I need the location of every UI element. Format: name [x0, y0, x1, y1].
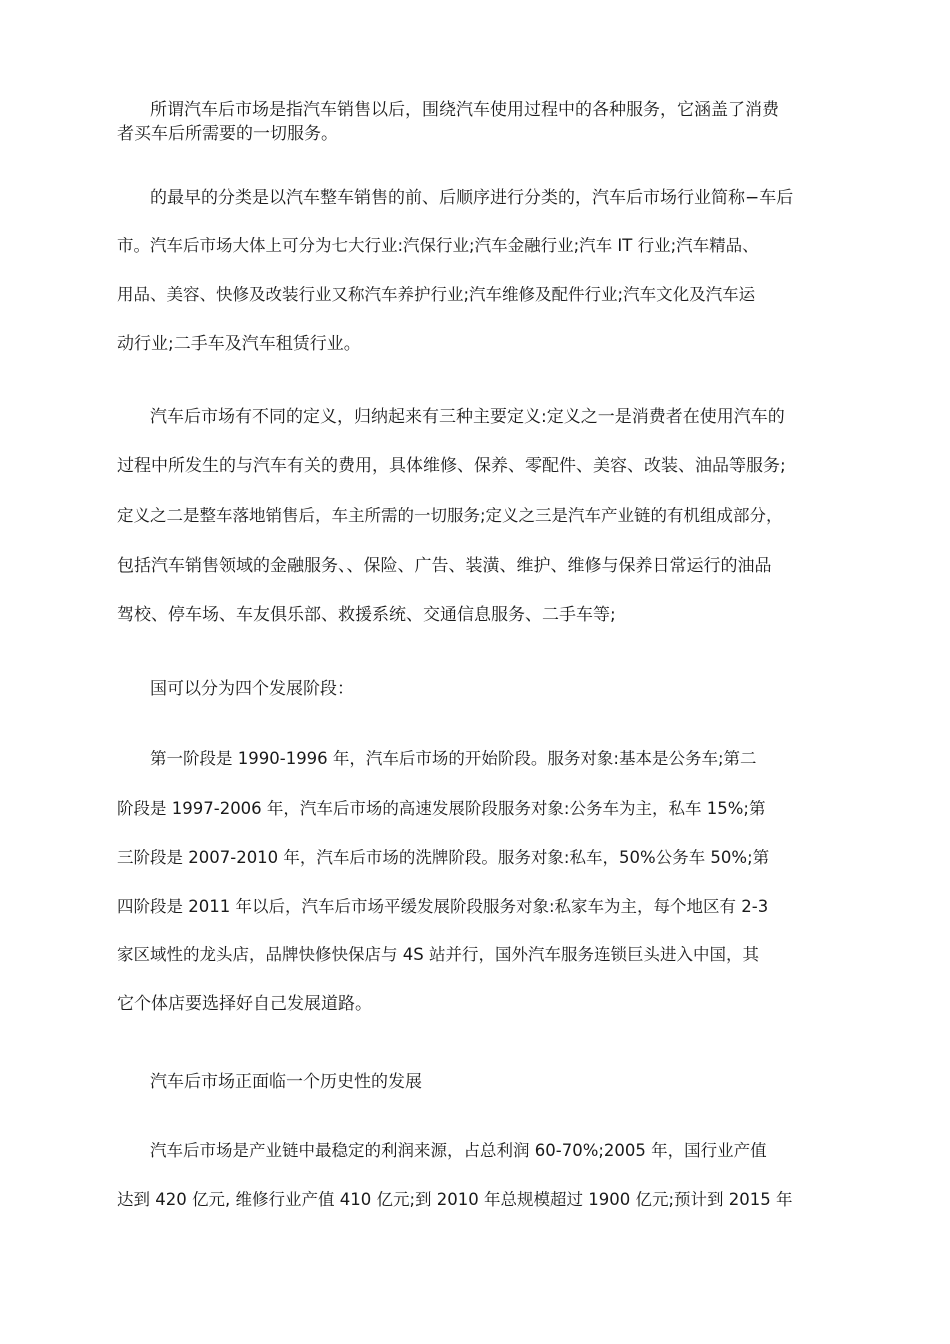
paragraph-2-line-1: 的最早的分类是以汽车整车销售的前、后顺序进行分类的，汽车后市场行业简称−车后 [150, 188, 794, 208]
paragraph-3-line-2: 过程中所发生的与汽车有关的费用，具体维修、保养、零配件、美容、改装、油品等服务; [117, 456, 786, 476]
paragraph-5-line-1: 第一阶段是 1990-1996 年，汽车后市场的开始阶段。服务对象:基本是公务车;第二 [150, 749, 757, 768]
paragraph-2-line-2: 市。汽车后市场大体上可分为七大行业:汽保行业;汽车金融行业;汽车 IT 行业;汽车精品、 [117, 236, 759, 255]
paragraph-5-line-5: 家区域性的龙头店，品牌快修快保店与 4S 站并行，国外汽车服务连锁巨头进入中国，其 [117, 945, 759, 964]
paragraph-5-line-4: 四阶段是 2011 年以后，汽车后市场平缓发展阶段服务对象:私家车为主，每个地区有 2-3 [117, 897, 769, 916]
paragraph-3-line-1: 汽车后市场有不同的定义，归纳起来有三种主要定义:定义之一是消费者在使用汽车的 [150, 407, 785, 427]
paragraph-2-line-4: 动行业;二手车及汽车租赁行业。 [117, 334, 361, 354]
paragraph-3-line-4: 包括汽车销售领域的金融服务、、保险、广告、装潢、维护、维修与保养日常运行的油品 [117, 556, 772, 576]
paragraph-6-line-1: 汽车后市场正面临一个历史性的发展 [150, 1072, 422, 1092]
paragraph-4-line-1: 国可以分为四个发展阶段： [150, 679, 354, 699]
paragraph-5-line-6: 它个体店要选择好自己发展道路。 [117, 994, 372, 1014]
paragraph-1-line-1: 所谓汽车后市场是指汽车销售以后，围绕汽车使用过程中的各种服务，它涵盖了消费 [150, 100, 779, 120]
paragraph-5-line-3: 三阶段是 2007-2010 年，汽车后市场的洗牌阶段。服务对象:私车，50%公务车 50%;第 [117, 848, 770, 867]
paragraph-2-line-3: 用品、美容、快修及改装行业又称汽车养护行业;汽车维修及配件行业;汽车文化及汽车运 [117, 285, 756, 304]
paragraph-7-line-2: 达到 420 亿元, 维修行业产值 410 亿元;到 2010 年总规模超过 1900 亿元;预计到 2015 年 [117, 1190, 793, 1209]
paragraph-5-line-2: 阶段是 1997-2006 年，汽车后市场的高速发展阶段服务对象:公务车为主，私车 15%;第 [117, 799, 766, 818]
paragraph-7-line-1: 汽车后市场是产业链中最稳定的利润来源，占总利润 60-70%;2005 年，国行业产值 [150, 1141, 767, 1160]
paragraph-1-line-2: 者买车后所需要的一切服务。 [117, 124, 338, 144]
paragraph-3-line-5: 驾校、停车场、车友俱乐部、救援系统、交通信息服务、二手车等; [117, 605, 616, 625]
paragraph-3-line-3: 定义之二是整车落地销售后，车主所需的一切服务;定义之三是汽车产业链的有机组成部分， [117, 506, 783, 525]
